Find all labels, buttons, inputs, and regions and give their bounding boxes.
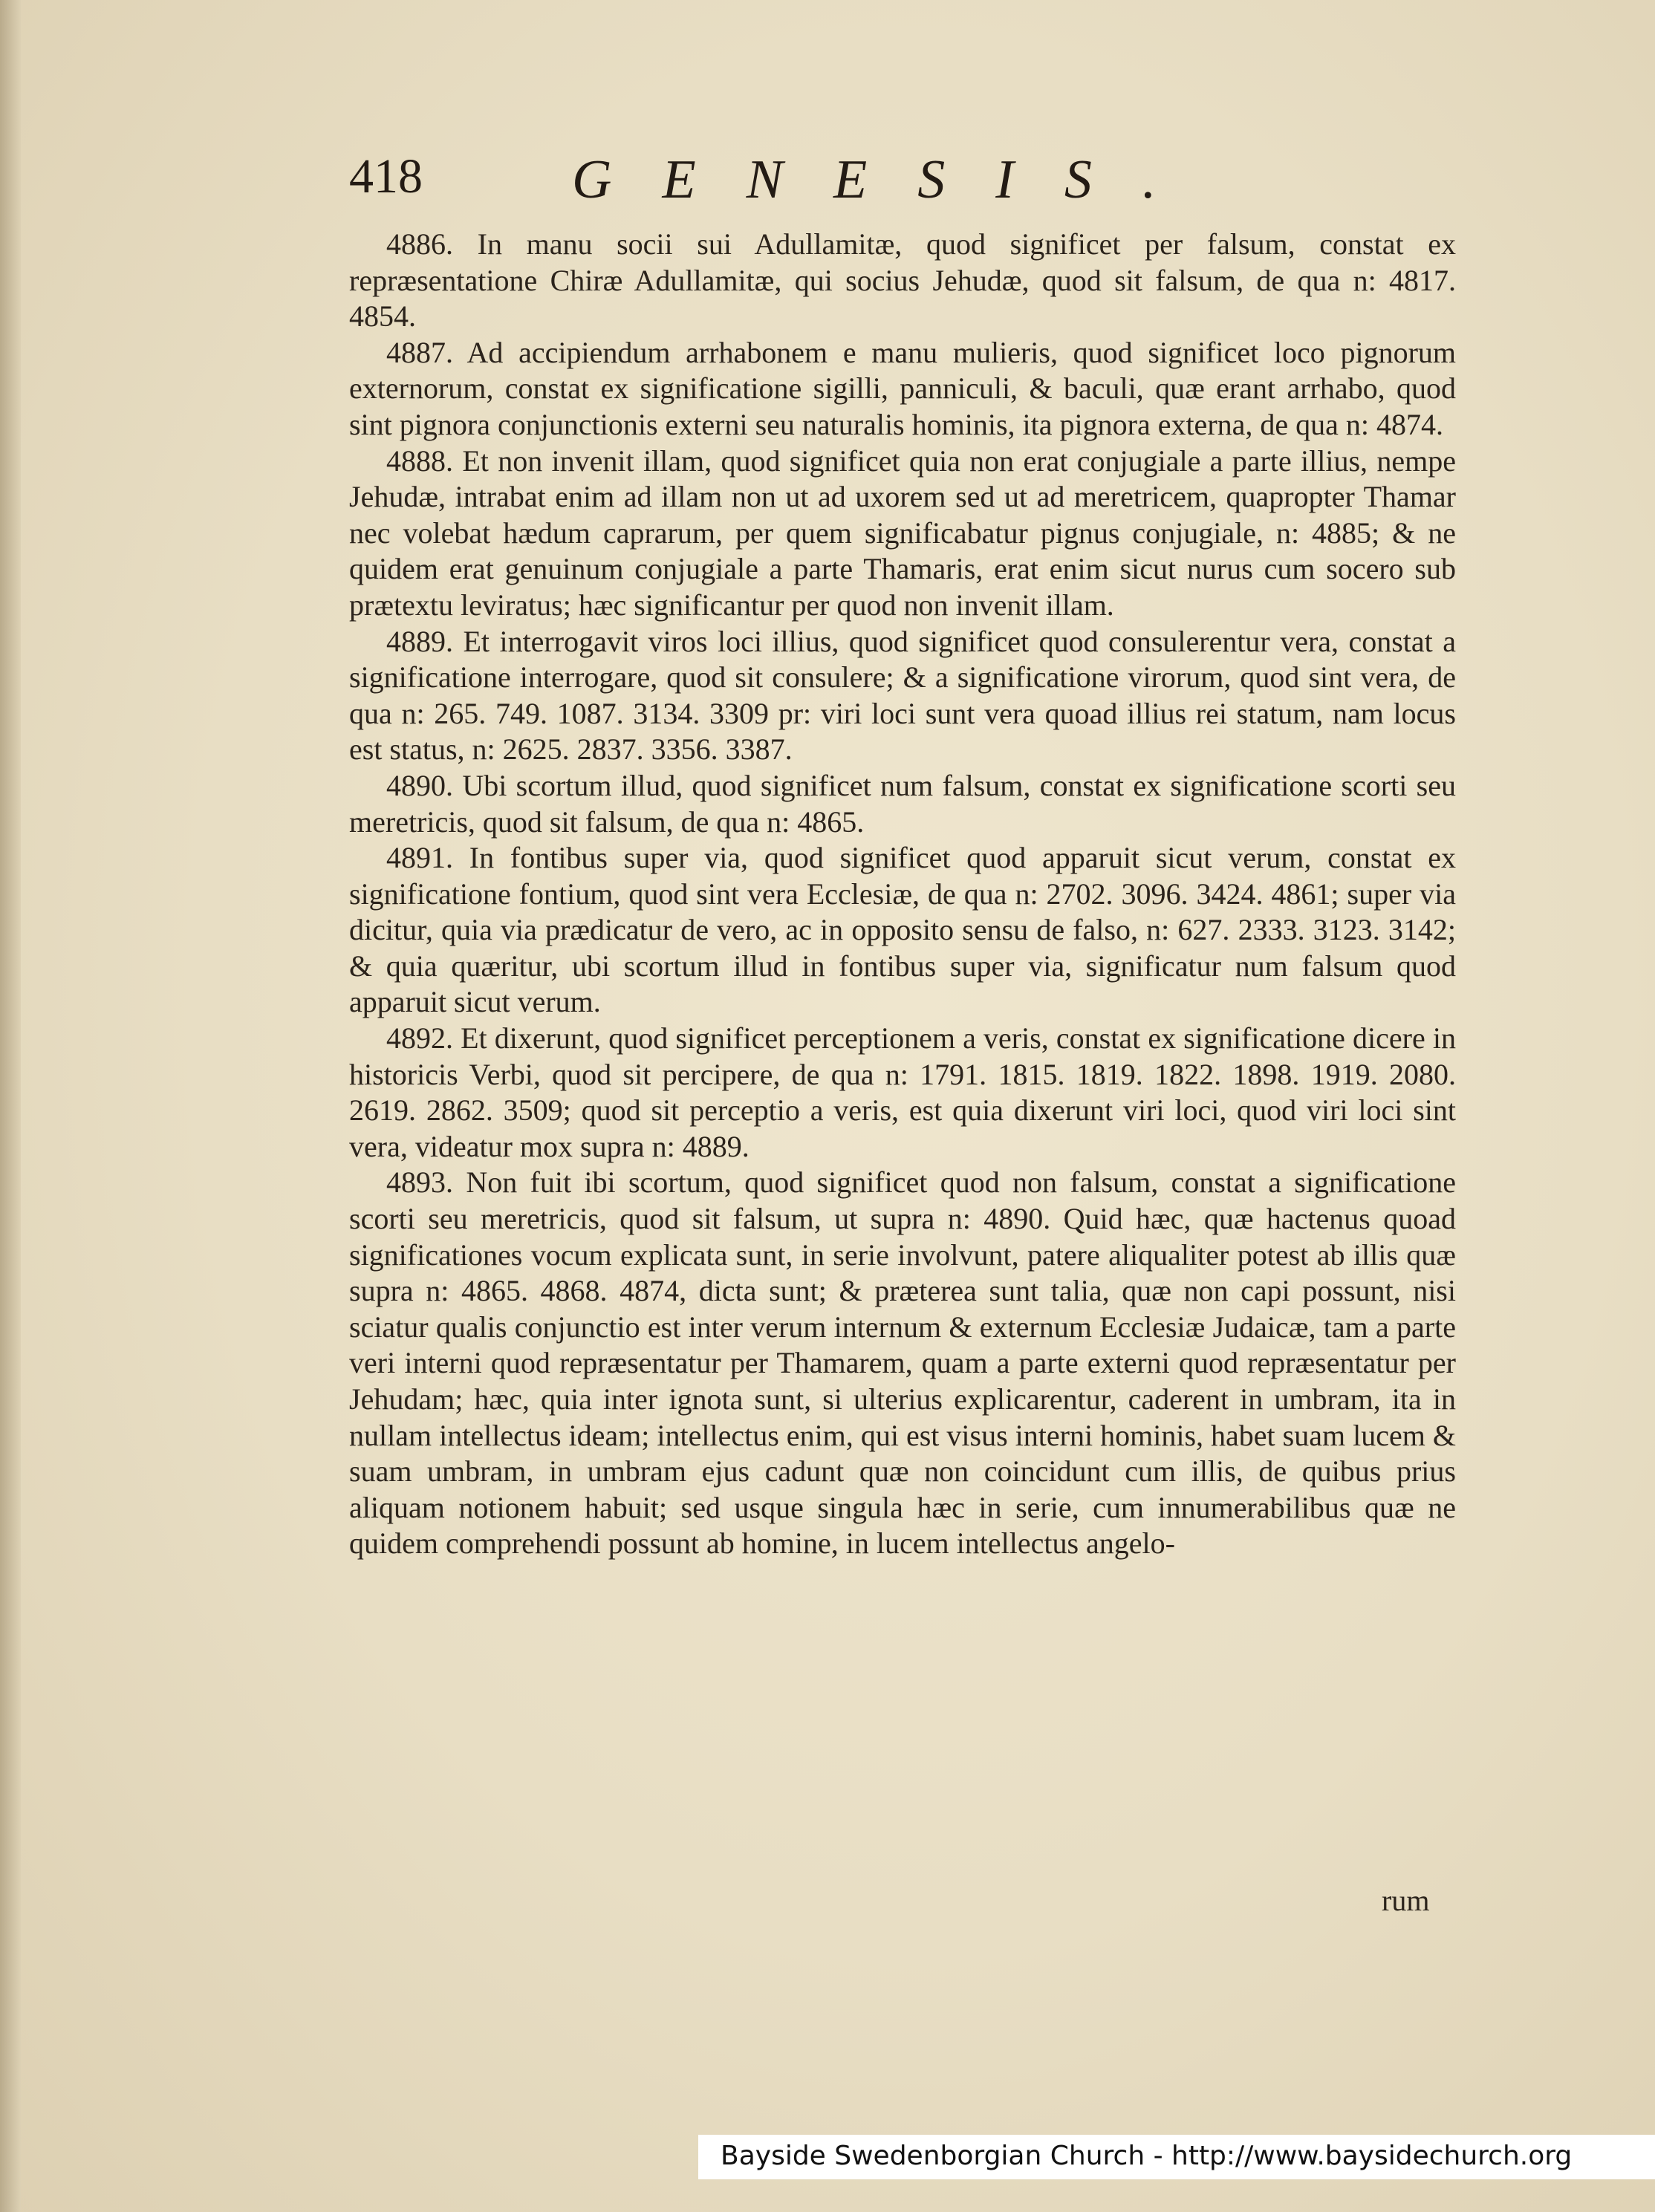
paragraph-4892: 4892. Et dixerunt, quod significet perceptionem a veris, constat ex significatione dicere in historicis Verbi, quod sit percipere, de qua n: 1791. 1815. 1819. 1822. 1898. 1919. 2080. 2619. 2862. 3509; quod sit perceptio a veris, est quia dixerunt viri loci, quod viri loci sint vera, videatur mox supra n: 4889. (349, 1021, 1456, 1163)
paragraph-4890: 4890. Ubi scortum illud, quod significet num falsum, constat ex significatione scorti seu meretricis, quod sit falsum, de qua n: 4865. (349, 768, 1456, 839)
footer-credit: Bayside Swedenborgian Church - http://www.baysidechurch.org (721, 2141, 1573, 2171)
paragraph-4888: 4888. Et non invenit illam, quod significet quia non erat conjugiale a parte illius, nempe Jehudæ, intrabat enim ad illam non ut ad uxorem sed ut ad meretricem, quapropter Thamar nec volebat hædum caprarum, per quem significabatur pignus conjugiale, n: 4885; & ne quidem erat genuinum conjugiale a parte Thamaris, erat enim sicut nurus cum socero sub prætextu leviratus; hæc significantur per quod non invenit illam. (349, 443, 1456, 622)
paragraph-4891: 4891. In fontibus super via, quod significet quod apparuit sicut verum, constat ex significatione fontium, quod sint vera Ecclesiæ, de qua n: 2702. 3096. 3424. 4861; super via dicitur, quia via prædicatur de vero, ac in opposito sensu de falso, n: 627. 2333. 3123. 3142; & quia quæritur, ubi scortum illud in fontibus super via, significatur num falsum quod apparuit sicut verum. (349, 841, 1456, 1019)
page-edge-shadow (0, 0, 21, 2212)
body-text (349, 227, 1456, 1562)
catchword: rum (1382, 1884, 1430, 1917)
page-header (349, 149, 1463, 215)
paragraph-4886: 4886. In manu socii sui Adullamitæ, quod significet per falsum, constat ex repræsentatione Chiræ Adullamitæ, qui socius Jehudæ, quod sit falsum, de qua n: 4817. 4854. (349, 227, 1456, 334)
paragraph-4887: 4887. Ad accipiendum arrhabonem e manu mulieris, quod significet loco pignorum externorum, constat ex significatione sigilli, panniculi, & baculi, quæ erant arrhabo, quod sint pignora conjunctionis externi seu naturalis hominis, ita pignora externa, de qua n: 4874. (349, 335, 1456, 441)
paragraph-4893: 4893. Non fuit ibi scortum, quod significet quod non falsum, constat a significatione scorti seu meretricis, quod sit falsum, ut supra n: 4890. Quid hæc, quæ hactenus quoad significationes vocum explicata sunt, in serie involvunt, patere aliqualiter potest ab illis quæ supra n: 4865. 4868. 4874, dicta sunt; & præterea sunt talia, quæ non capi possunt, nisi sciatur qualis conjunctio est inter verum internum & externum Ecclesiæ Judaicæ, tam a parte veri interni quod repræsentatur per Thamarem, quam a parte externi quod repræsentatur per Jehudam; hæc, quia inter ignota sunt, si ulterius explicarentur, caderent in umbram, ita in nullam intellectus ideam; intellectus enim, qui est visus interni hominis, habet suam lucem & suam umbram, in umbram ejus cadunt quæ non coincidunt cum illis, de quibus prius aliquam notionem habuit; sed usque singula hæc in serie, cum innumerabilibus quæ ne quidem comprehendi possunt ab homine, in lucem intellectus angelo- (349, 1165, 1456, 1561)
running-title: GENESIS. (572, 149, 1207, 210)
paragraph-4889: 4889. Et interrogavit viros loci illius, quod significet quod consulerentur vera, constat a significatione interrogare, quod sit consulere; & a significatione virorum, quod sint vera, de qua n: 265. 749. 1087. 3134. 3309 pr: viri loci sunt vera quoad illius rei statum, nam locus est status, n: 2625. 2837. 3356. 3387. (349, 624, 1456, 767)
footer-credit-band (698, 2135, 1655, 2179)
page-number: 418 (349, 149, 423, 204)
